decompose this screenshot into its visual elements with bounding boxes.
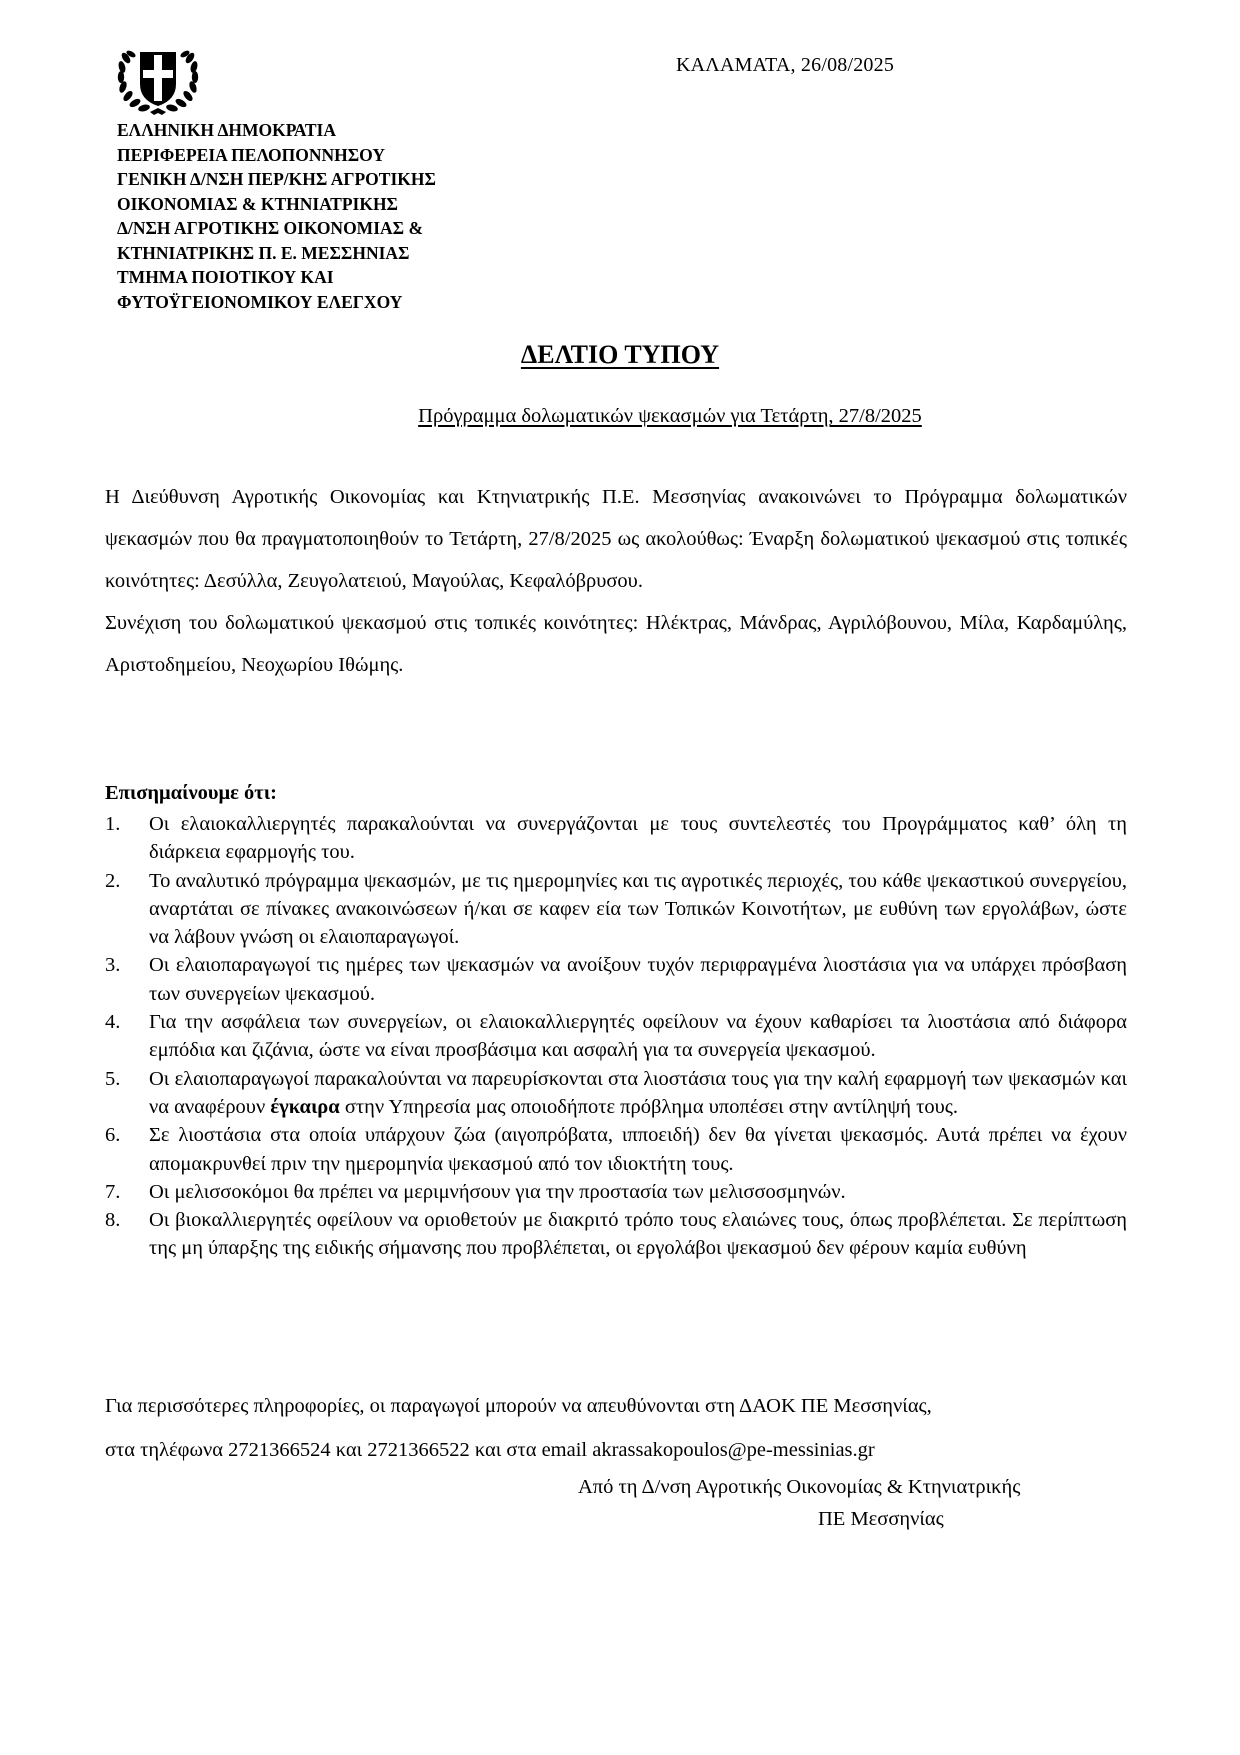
list-text: Για την ασφάλεια των συνεργείων, οι ελαιοκαλλιεργητές οφείλουν να έχουν καθαρίσει τα λιοστάσια από διάφορα εμπόδια και ζιζάνια, ώστε να είναι προσβάσιμα και ασφαλή για τα συνεργεία ψεκασμού. bbox=[149, 1011, 1127, 1062]
list-item bbox=[105, 951, 1127, 1008]
list-item bbox=[105, 1206, 1127, 1263]
greek-coat-of-arms-icon bbox=[112, 40, 204, 120]
notes-heading: Επισημαίνουμε ότι: bbox=[105, 782, 277, 804]
signature-line: ΠΕ Μεσσηνίας bbox=[818, 1508, 944, 1530]
org-line: ΟΙΚΟΝΟΜΙΑΣ & ΚΤΗΝΙΑΤΡΙΚΗΣ bbox=[117, 193, 398, 214]
list-text: Οι ελαιοπαραγωγοί τις ημέρες των ψεκασμών να ανοίξουν τυχόν περιφραγμένα λιοστάσια για να υπάρχει πρόσβαση των συνεργείων ψεκασμού. bbox=[149, 954, 1127, 1005]
list-text: Το αναλυτικό πρόγραμμα ψεκασμών, με τις ημερομηνίες και τις αγροτικές περιοχές, του κάθε ψεκαστικού συνεργείου, αναρτάται σε πίνακες ανακοινώσεων ή/και σε καφεν εία των Τοπικών Κοινοτήτων, με ευθύνη των εργολάβων, ώστε να λάβουν γνώση οι ελαιοπαραγωγοί. bbox=[149, 869, 1127, 949]
paragraph: Η Διεύθυνση Αγροτικής Οικονομίας και Κτηνιατρικής Π.Ε. Μεσσηνίας ανακοινώνει το Πρόγραμμα δολωματικών ψεκασμών που θα πραγματοποιηθούν το Τετάρτη, 27/8/2025 ως ακολούθως: Έναρξη δολωματικού ψεκασμού στις τοπικές κοινότητες: Δεσύλλα, Ζευγολατειού, Μαγούλας, Κεφαλόβρυσου. bbox=[105, 486, 1127, 592]
signature-line: Από τη Δ/νση Αγροτικής Οικονομίας & Κτηνιατρικής bbox=[578, 1476, 1021, 1498]
list-item bbox=[105, 867, 1127, 952]
list-item bbox=[105, 1178, 1127, 1206]
list-number: 5. bbox=[105, 1067, 121, 1090]
org-line: ΠΕΡΙΦΕΡΕΙΑ ΠΕΛΟΠΟΝΝΗΣΟΥ bbox=[117, 144, 385, 165]
notes-list bbox=[105, 810, 1127, 1263]
list-text: στην Υπηρεσία μας οποιοδήποτε πρόβλημα υποπέσει στην αντίληψή τους. bbox=[339, 1095, 958, 1118]
list-item bbox=[105, 810, 1127, 867]
list-number: 2. bbox=[105, 869, 121, 892]
org-line: ΤΜΗΜΑ ΠΟΙΟΤΙΚΟΥ ΚΑΙ bbox=[117, 267, 334, 287]
org-line: ΕΛΛΗΝΙΚΗ ΔΗΜΟΚΡΑΤΙΑ bbox=[117, 120, 336, 140]
list-item bbox=[105, 1008, 1127, 1065]
document-subtitle: Πρόγραμμα δολωματικών ψεκασμών για Τετάρτη, 27/8/2025 bbox=[418, 405, 922, 427]
contact-line: στα τηλέφωνα 2721366524 και 2721366522 και στα email akrassakopoulos@pe-messinias.gr bbox=[105, 1439, 875, 1461]
list-number: 6. bbox=[105, 1124, 121, 1147]
list-text: Σε λιοστάσια στα οποία υπάρχουν ζώα (αιγοπρόβατα, ιπποειδή) δεν θα γίνεται ψεκασμός. Αυτά πρέπει να έχουν απομακρυνθεί πριν την ημερομηνία ψεκασμού από τον ιδιοκτήτη τους. bbox=[149, 1124, 1127, 1175]
emphasis-text: έγκαιρα bbox=[270, 1095, 340, 1118]
announcement-body bbox=[105, 476, 1127, 686]
document-title: ΔΕΛΤΙΟ ΤΥΠΟΥ bbox=[520, 340, 720, 369]
list-item bbox=[105, 1121, 1127, 1178]
list-number: 4. bbox=[105, 1011, 121, 1034]
list-number: 3. bbox=[105, 954, 121, 977]
list-text: Οι μελισσοκόμοι θα πρέπει να μεριμνήσουν για την προστασία των μελισσοσμηνών. bbox=[149, 1180, 846, 1203]
list-number: 8. bbox=[105, 1209, 121, 1232]
document-date: ΚΑΛΑΜΑΤΑ, 26/08/2025 bbox=[676, 54, 895, 76]
issuing-organization bbox=[117, 118, 436, 314]
contact-line: Για περισσότερες πληροφορίες, οι παραγωγοί μπορούν να απευθύνονται στη ΔΑΟΚ ΠΕ Μεσσηνίας, bbox=[105, 1395, 932, 1417]
list-number: 1. bbox=[105, 813, 121, 835]
org-line: ΓΕΝΙΚΗ Δ/ΝΣΗ ΠΕΡ/ΚΗΣ ΑΓΡΟΤΙΚΗΣ bbox=[117, 169, 436, 189]
list-text: Οι ελαιοπαραγωγοί παρακαλούνται να παρευρίσκονται στα λιοστάσια τους για την καλή εφαρμογή των ψεκασμών και να αναφέρουν bbox=[149, 1067, 1127, 1118]
org-line: ΚΤΗΝΙΑΤΡΙΚΗΣ Π. Ε. ΜΕΣΣΗΝΙΑΣ bbox=[117, 242, 410, 263]
org-line: Δ/ΝΣΗ ΑΓΡΟΤΙΚΗΣ ΟΙΚΟΝΟΜΙΑΣ & bbox=[117, 218, 424, 238]
list-text: Οι ελαιοκαλλιεργητές παρακαλούνται να συνεργάζονται με τους συντελεστές του Προγράμματος καθ’ όλη τη διάρκεια εφαρμογής του. bbox=[149, 813, 1127, 864]
paragraph: Συνέχιση του δολωματικού ψεκασμού στις τοπικές κοινότητες: Ηλέκτρας, Μάνδρας, Αγριλόβουνου, Μίλα, Καρδαμύλης, Αριστοδημείου, Νεοχωρίου Ιθώμης. bbox=[105, 612, 1127, 676]
list-text: Οι βιοκαλλιεργητές οφείλουν να οριοθετούν με διακριτό τρόπο τους ελαιώνες τους, όπως προβλέπεται. Σε περίπτωση της μη ύπαρξης της ειδικής σήμανσης που προβλέπεται, οι εργολάβοι ψεκασμού δεν φέρουν καμία ευθύνη bbox=[149, 1209, 1127, 1260]
list-item bbox=[105, 1065, 1127, 1122]
contact-info bbox=[105, 1384, 1145, 1472]
list-number: 7. bbox=[105, 1180, 121, 1203]
org-line: ΦΥΤΟΫΓΕΙΟΝΟΜΙΚΟΥ ΕΛΕΓΧΟΥ bbox=[117, 291, 403, 312]
